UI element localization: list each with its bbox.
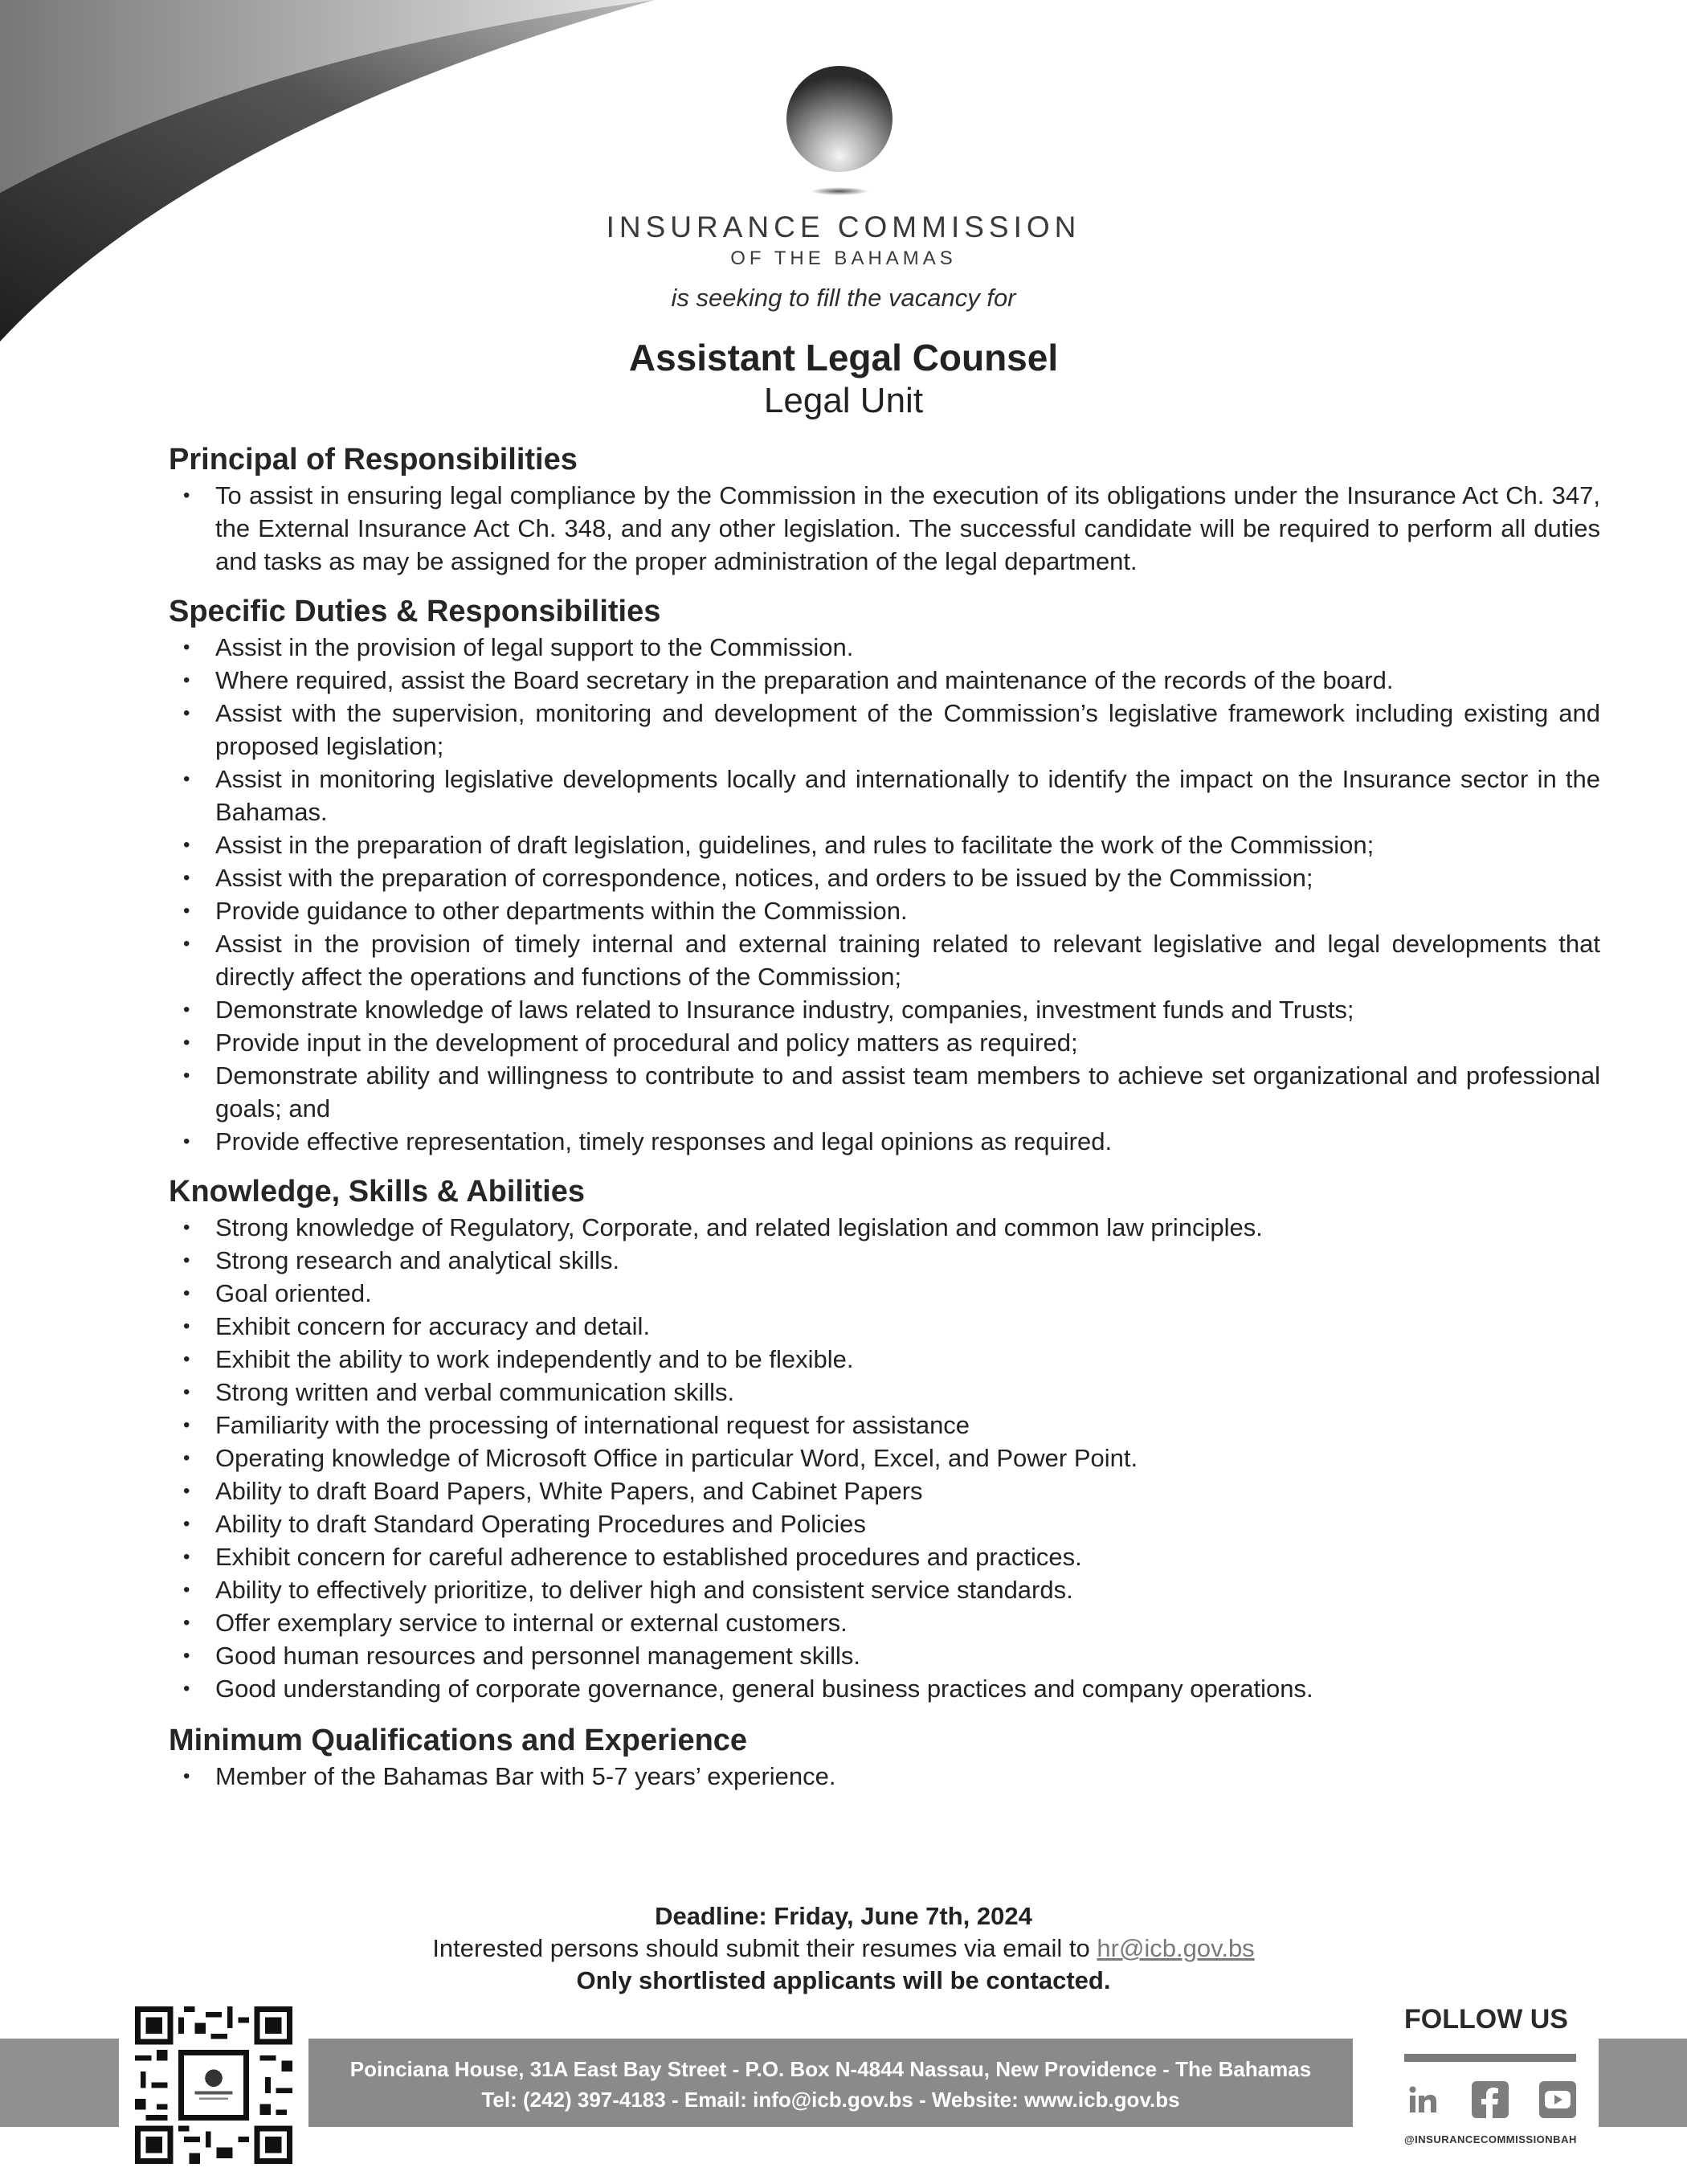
list-item: • Assist in the provision of legal support to the Commission. [169,631,1600,664]
section-heading: Principal of Responsibilities [169,443,578,476]
section-duties [169,592,1600,1158]
list-item: • Assist in monitoring legislative developments locally and internationally to identify the impact on the Insurance sector in the Bahamas. [169,763,1600,828]
list-item: • Good understanding of corporate governance, general business practices and company operations. [169,1672,1600,1705]
list-item: • Assist with the preparation of correspondence, notices, and orders to be issued by the Commission; [169,861,1600,894]
organization-name-line1: INSURANCE COMMISSION [606,211,1081,243]
list-item: • Demonstrate knowledge of laws related to Insurance industry, companies, investment funds and Trusts; [169,993,1600,1026]
footer-address: Poinciana House, 31A East Bay Street - P.O. Box N-4844 Nassau, New Providence - The Bahamas [349,2057,1312,2081]
duties-list [169,631,1600,1158]
organization-name-line2: OF THE BAHAMAS [730,247,957,269]
list-item: • Strong knowledge of Regulatory, Corporate, and related legislation and common law principles. [169,1211,1600,1244]
section-knowledge [169,1172,1600,1705]
social-handle: @INSURANCECOMMISSIONBAH [1404,2133,1577,2145]
list-item: • Exhibit concern for careful adherence to established procedures and practices. [169,1540,1600,1573]
linkedin-icon[interactable] [1404,2081,1441,2118]
list-item: • Strong written and verbal communication skills. [169,1376,1600,1409]
tagline: is seeking to fill the vacancy for [671,284,1016,312]
list-item: • Member of the Bahamas Bar with 5-7 years’ experience. [169,1760,1600,1793]
footer-contact-line: Tel: (242) 397-4183 - Email: info@icb.gov.bs - Website: www.icb.gov.bs [481,2088,1180,2112]
hr-email-link[interactable]: hr@icb.gov.bs [1097,1934,1255,1962]
list-item: • Goal oriented. [169,1277,1600,1310]
footer-bar-left [0,2039,119,2127]
list-item: • Exhibit concern for accuracy and detail. [169,1310,1600,1343]
list-item: • Provide guidance to other departments within the Commission. [169,894,1600,927]
list-item: • Familiarity with the processing of international request for assistance [169,1409,1600,1442]
facebook-icon[interactable] [1472,2081,1509,2118]
follow-us-label: FOLLOW US [1404,2004,1568,2035]
list-item: • Demonstrate ability and willingness to contribute to and assist team members to achieve set organizational and professional goals; and [169,1059,1600,1125]
list-item: • Assist with the supervision, monitoring and development of the Commission’s legislative framework including existing and proposed legislation; [169,697,1600,763]
list-item: • Operating knowledge of Microsoft Office in particular Word, Excel, and Power Point. [169,1442,1600,1474]
section-heading: Minimum Qualifications and Experience [169,1724,748,1757]
list-item: • Provide input in the development of procedural and policy matters as required; [169,1026,1600,1059]
section-principal [169,440,1600,578]
principal-list [169,479,1600,578]
section-qualifications [169,1721,1600,1793]
commission-logo [779,64,900,201]
qualifications-list [169,1760,1600,1793]
list-item: • Exhibit the ability to work independently and to be flexible. [169,1343,1600,1376]
submit-text: Interested persons should submit their resumes via email to [432,1934,1097,1962]
follow-us-divider [1404,2054,1576,2062]
list-item: • Strong research and analytical skills. [169,1244,1600,1277]
list-item: • To assist in ensuring legal compliance by the Commission in the execution of its obligations under the Insurance Act Ch. 347, the External Insurance Act Ch. 348, and any other legislation. The successful candidate will be required to perform all duties and tasks as may be assigned for the proper administration of the legal department. [169,479,1600,578]
knowledge-list [169,1211,1600,1705]
footer-bar-right [1599,2039,1687,2127]
list-item: • Assist in the provision of timely internal and external training related to relevant legislative and legal developments that directly affect the operations and functions of the Commission; [169,927,1600,993]
list-item: • Ability to effectively prioritize, to deliver high and consistent service standards. [169,1573,1600,1606]
list-item: • Offer exemplary service to internal or external customers. [169,1606,1600,1639]
qr-code-icon[interactable] [135,2006,292,2164]
submit-instructions [0,1932,1687,1965]
job-description [169,440,1600,1793]
list-item: • Where required, assist the Board secretary in the preparation and maintenance of the records of the board. [169,664,1600,697]
job-title: Assistant Legal Counsel [628,337,1059,378]
list-item: • Assist in the preparation of draft legislation, guidelines, and rules to facilitate the work of the Commission; [169,828,1600,861]
list-item: • Provide effective representation, timely responses and legal opinions as required. [169,1125,1600,1158]
section-heading: Specific Duties & Responsibilities [169,595,661,628]
deadline: Deadline: Friday, June 7th, 2024 [655,1902,1032,1930]
list-item: • Ability to draft Standard Operating Procedures and Policies [169,1507,1600,1540]
shortlist-notice: Only shortlisted applicants will be contacted. [576,1966,1111,1994]
organization-name [0,211,1687,270]
youtube-icon[interactable] [1539,2081,1576,2118]
job-unit: Legal Unit [763,381,924,420]
section-heading: Knowledge, Skills & Abilities [169,1175,586,1209]
list-item: • Ability to draft Board Papers, White Papers, and Cabinet Papers [169,1474,1600,1507]
list-item: • Good human resources and personnel management skills. [169,1639,1600,1672]
footer-contact [308,2054,1353,2115]
